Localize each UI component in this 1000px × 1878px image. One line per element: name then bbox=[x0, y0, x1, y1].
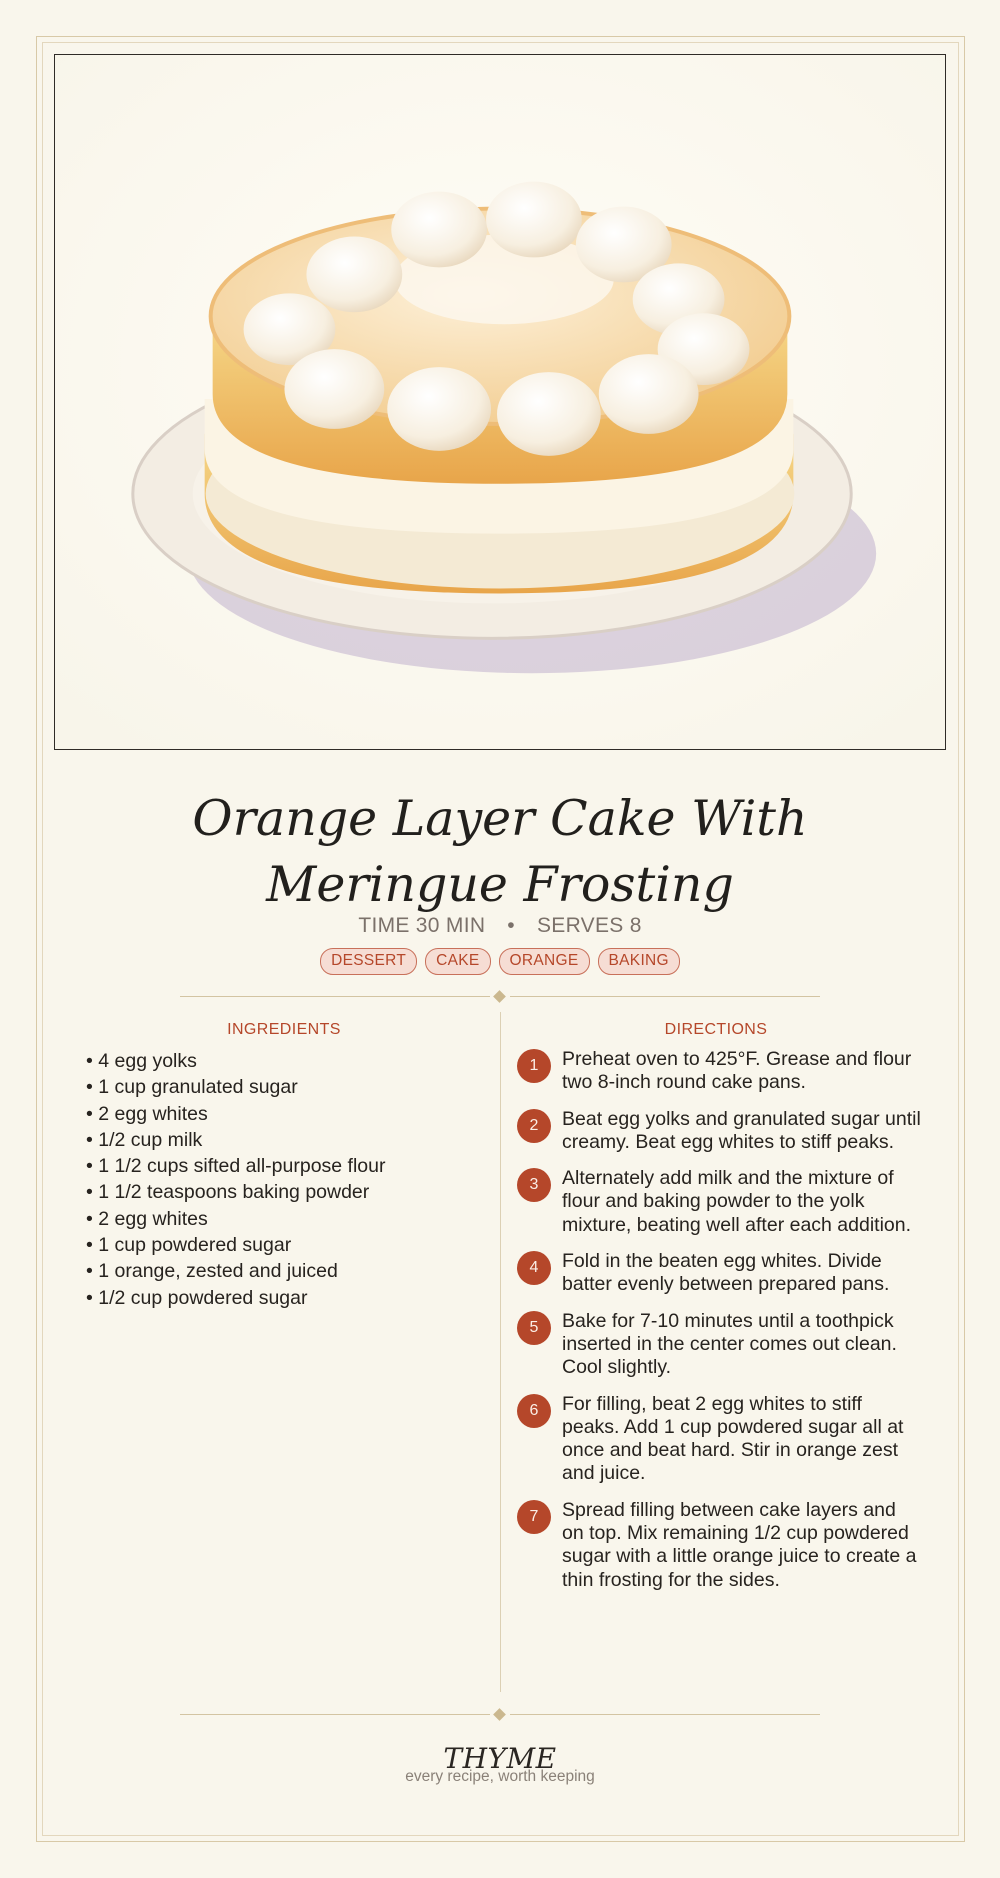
brand-logo: THYME bbox=[443, 1742, 557, 1775]
direction-step bbox=[517, 1499, 922, 1592]
ingredient-item: • 2 egg whites bbox=[86, 1207, 208, 1230]
tag-dessert[interactable]: DESSERT bbox=[320, 948, 417, 975]
column-separator bbox=[500, 1012, 501, 1692]
ingredient-item: • 4 egg yolks bbox=[86, 1050, 197, 1072]
step-text: Alternately add milk and the mixture of flour and baking powder to the yolk mixture, beating well after each addition. bbox=[562, 1167, 912, 1236]
direction-step bbox=[517, 1250, 922, 1297]
step-number-badge: 1 bbox=[517, 1049, 551, 1083]
step-number-badge: 5 bbox=[517, 1311, 551, 1345]
step-number-badge: 4 bbox=[517, 1251, 551, 1285]
direction-step bbox=[517, 1393, 922, 1486]
step-text: Preheat oven to 425°F. Grease and flour two 8-inch round cake pans. bbox=[562, 1048, 912, 1094]
step-number-badge: 7 bbox=[517, 1500, 551, 1534]
ingredient-item: • 1 cup powdered sugar bbox=[86, 1234, 292, 1257]
recipe-hero-image bbox=[54, 54, 946, 750]
ingredient-item: • 2 egg whites bbox=[86, 1102, 208, 1125]
directions-heading: DIRECTIONS bbox=[664, 1021, 768, 1038]
ingredient-item: • 1 1/2 cups sifted all-purpose flour bbox=[86, 1155, 386, 1178]
diamond-ornament bbox=[493, 990, 506, 1003]
directions-list bbox=[517, 1048, 922, 1605]
tag-cake[interactable]: CAKE bbox=[425, 948, 490, 975]
ingredient-item: • 1 1/2 teaspoons baking powder bbox=[86, 1181, 370, 1204]
tag-list bbox=[100, 948, 900, 975]
ingredient-item: • 1 orange, zested and juiced bbox=[86, 1260, 338, 1283]
step-text: Bake for 7-10 minutes until a toothpick inserted in the center comes out clean. Cool slightly. bbox=[562, 1309, 897, 1379]
tag-baking[interactable]: BAKING bbox=[598, 948, 680, 975]
step-text: Beat egg yolks and granulated sugar until creamy. Beat egg whites to stiff peaks. bbox=[562, 1107, 921, 1153]
step-text: Fold in the beaten egg whites. Divide batter evenly between prepared pans. bbox=[562, 1250, 890, 1296]
step-number-badge: 6 bbox=[517, 1394, 551, 1428]
step-text: Spread filling between cake layers and on top. Mix remaining 1/2 cup powdered sugar with a little orange juice to create a thin frosting for the sides. bbox=[562, 1498, 917, 1591]
ingredients-list bbox=[86, 1048, 486, 1311]
meta-separator: • bbox=[507, 914, 515, 937]
step-number-badge: 3 bbox=[517, 1168, 551, 1202]
ingredient-item: • 1 cup granulated sugar bbox=[86, 1076, 298, 1099]
direction-step bbox=[517, 1108, 922, 1155]
cake-illustration bbox=[55, 55, 945, 749]
direction-step bbox=[517, 1167, 922, 1237]
ingredient-item: • 1/2 cup milk bbox=[86, 1128, 203, 1151]
step-text: For filling, beat 2 egg whites to stiff peaks. Add 1 cup powdered sugar all at once and beat hard. Stir in orange zest and juice. bbox=[562, 1392, 904, 1485]
recipe-title: Orange Layer Cake With Meringue Frosting bbox=[192, 790, 808, 913]
section-divider-bottom bbox=[180, 1707, 820, 1721]
ingredients-heading: INGREDIENTS bbox=[227, 1021, 341, 1038]
brand-tagline: every recipe, worth keeping bbox=[405, 1768, 595, 1785]
tag-orange[interactable]: ORANGE bbox=[499, 948, 590, 975]
section-divider-top bbox=[180, 989, 820, 1003]
direction-step bbox=[517, 1048, 922, 1095]
recipe-meta bbox=[100, 914, 900, 938]
ingredient-item: • 1/2 cup powdered sugar bbox=[86, 1286, 308, 1309]
direction-step bbox=[517, 1310, 922, 1380]
recipe-time: TIME 30 MIN bbox=[358, 914, 486, 937]
diamond-ornament bbox=[493, 1708, 506, 1721]
step-number-badge: 2 bbox=[517, 1109, 551, 1143]
recipe-serves: SERVES 8 bbox=[536, 914, 642, 937]
